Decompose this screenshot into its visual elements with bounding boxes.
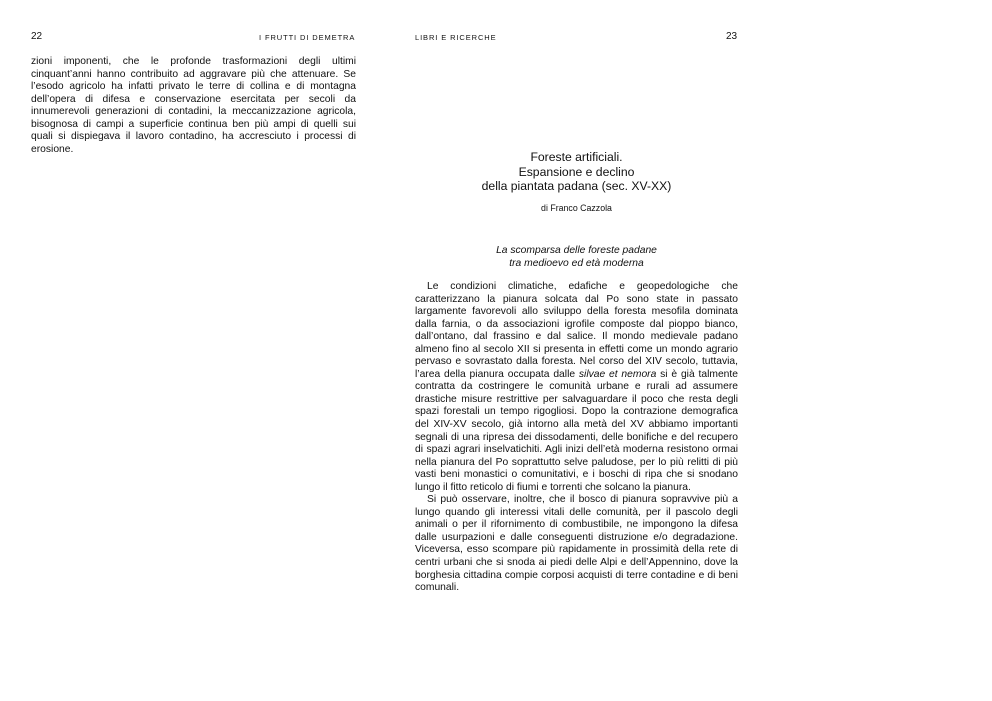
left-page-body: [31, 56, 356, 156]
paragraph-1-text-a: Le condizioni climatiche, edafiche e geopedologiche che caratterizzano la pianura solcata dal Po sono state in passato largamente favorevoli allo sviluppo della foresta mesofila dominata dalla farnia, o da associazioni igrofile composte dal pioppo bianco, dall’ontano, dal frassino e dal salice. Il mondo medievale padano almeno fino al secolo XII si presenta in effetti come un mondo agrario pervaso e sovrastato dalla foresta. Nel corso del XIV secolo, tuttavia, l’area della pianura occupata dalle: [415, 281, 738, 380]
section-heading-line-2: tra medioevo ed età moderna: [509, 257, 644, 269]
title-line-1: Foreste artificiali.: [530, 150, 623, 164]
paragraph-2: Si può osservare, inoltre, che il bosco di pianura sopravvive più a lungo quando gli interessi vitali delle comunità, per il pascolo degli animali o per il rifornimento di combustibile, ne impongono la difesa dalle usurpazioni e dalle conseguenti distruzione e/o degradazione. Viceversa, esso scompare più rapidamente in prossimità della rete di centri urbani che si snoda ai piedi delle Alpi e dell’Appennino, dove la borghesia cittadina compie corposi acquisti di terre contadine e di beni comunali.: [415, 494, 738, 594]
paragraph-1: [415, 281, 738, 494]
title-line-2: Espansione e declino: [518, 164, 635, 179]
article-title: [415, 150, 738, 194]
section-heading-line-1: La scomparsa delle foreste padane: [496, 245, 657, 256]
title-line-3: della piantata padana (sec. XV-XX): [481, 179, 672, 194]
paragraph-1-text-b: si è già talmente contratta da costringere le comunità urbane e rurali ad assumere drastiche misure restrittive per salvaguardare il poco che resta degli spazi forestali un tempo rigogliosi. Dopo la contrazione demografica del XIV-XV secolo, già intorno alla metà del XV abbiamo importanti segnali di una ripresa dei dissodamenti, delle bonifiche e del recupero di spazi agrari inselvatichiti. Agli inizi dell’età moderna resistono ormai nella pianura del Po soprattutto selve paludose, per lo più relitti di più vasti beni monastici o comunitativi, e i boschi di ripa che si snodano lungo il fitto reticolo di fiumi e torrenti che solcano la pianura.: [415, 368, 738, 493]
author-byline: di Franco Cazzola: [541, 203, 612, 213]
left-running-head: I FRUTTI DI DEMETRA: [259, 33, 356, 42]
right-page-number: 23: [726, 31, 738, 42]
section-heading: [415, 245, 738, 270]
paragraph-1-italic: silvae et nemora: [578, 368, 657, 380]
right-running-head: LIBRI E RICERCHE: [415, 33, 497, 42]
left-paragraph: zioni imponenti, che le profonde trasformazioni degli ultimi cinquant’anni hanno contribuito ad aggravare più che attenuare. Se l’esodo agricolo ha infatti privato le terre di collina e di montagna dell’opera di difesa e conservazione esercitata per secoli da innumerevoli generazioni di contadini, la meccanizzazione agricola, bisognosa di campi a superficie continua ben più ampi di quelli sui quali si dispiegava il lavoro contadino, ha accresciuto i processi di erosione.: [31, 56, 356, 155]
right-page-body: [415, 281, 738, 595]
left-page-number: 22: [31, 31, 43, 42]
